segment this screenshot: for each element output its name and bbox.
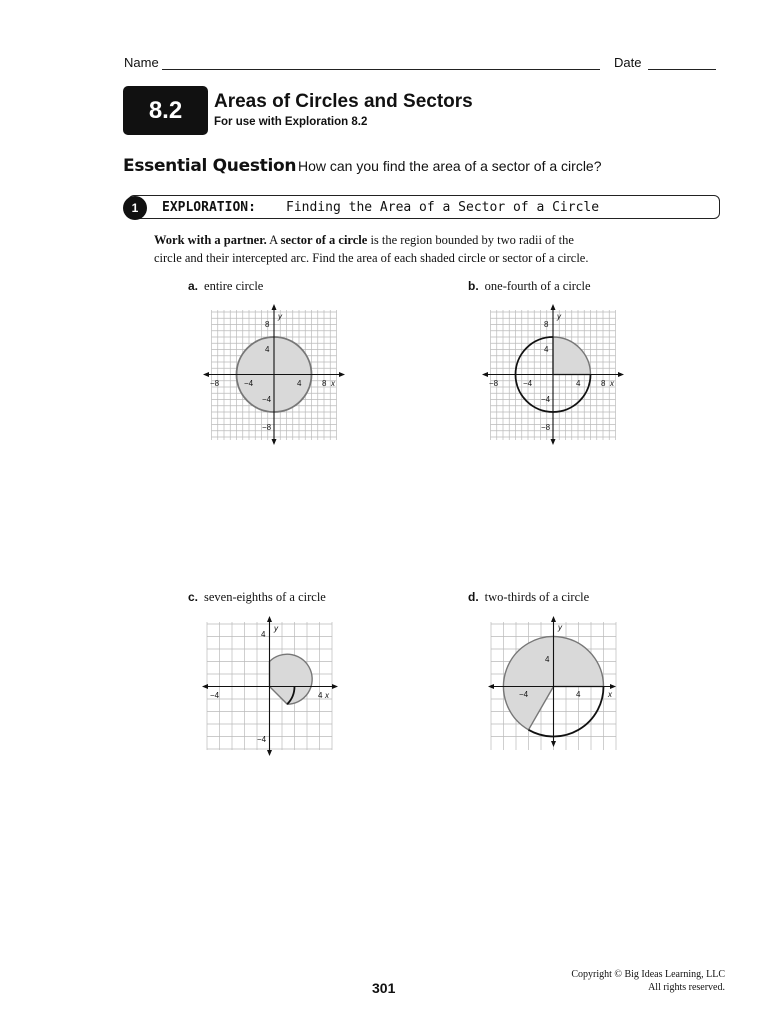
tick-label: −4 bbox=[210, 691, 220, 700]
graph-c-seven-eighths-circle bbox=[200, 614, 340, 759]
tick-label: 8 bbox=[601, 379, 606, 388]
x-axis-label: x bbox=[331, 379, 335, 388]
graph-a-entire-circle bbox=[200, 300, 350, 450]
copyright-line: All rights reserved. bbox=[648, 982, 725, 993]
part-description: two-thirds of a circle bbox=[484, 590, 590, 604]
section-number-badge: 8.2 bbox=[123, 86, 208, 135]
tick-label: 4 bbox=[318, 691, 323, 700]
tick-label: 4 bbox=[265, 345, 270, 354]
lesson-subtitle: For use with Exploration 8.2 bbox=[214, 116, 368, 128]
name-label: Name bbox=[124, 55, 159, 70]
tick-label: 8 bbox=[322, 379, 327, 388]
tick-label: −4 bbox=[541, 395, 551, 404]
page-number: 301 bbox=[372, 980, 396, 996]
instructions-text: is the region bounded by two radii of the bbox=[367, 233, 574, 247]
y-axis-label: y bbox=[274, 624, 278, 633]
copyright-line: Copyright © Big Ideas Learning, LLC bbox=[571, 969, 725, 980]
graph-d-two-thirds-circle bbox=[484, 614, 624, 754]
tick-label: −8 bbox=[489, 379, 499, 388]
tick-label: 4 bbox=[576, 690, 581, 699]
graph-b-quarter-circle bbox=[479, 300, 629, 450]
tick-label: −8 bbox=[262, 423, 272, 432]
y-axis-label: y bbox=[557, 312, 561, 321]
part-a-label bbox=[188, 279, 263, 294]
part-letter: d. bbox=[468, 590, 479, 604]
date-field[interactable] bbox=[648, 69, 716, 70]
y-axis-label: y bbox=[278, 312, 282, 321]
part-letter: a. bbox=[188, 279, 199, 293]
tick-label: −4 bbox=[519, 690, 529, 699]
tick-label: 4 bbox=[576, 379, 581, 388]
copyright-notice bbox=[520, 968, 725, 994]
tick-label: 4 bbox=[544, 345, 549, 354]
y-axis-label: y bbox=[558, 623, 562, 632]
shaded-sector bbox=[553, 337, 591, 375]
x-axis-label: x bbox=[610, 379, 614, 388]
x-axis-label: x bbox=[608, 690, 612, 699]
part-d-label bbox=[468, 590, 589, 605]
tick-label: 4 bbox=[297, 379, 302, 388]
tick-label: 4 bbox=[261, 630, 266, 639]
x-axis-label: x bbox=[325, 691, 329, 700]
instructions-text: circle and their intercepted arc. Find the area of each shaded circle or sector of a circle. bbox=[154, 251, 589, 265]
part-description: one-fourth of a circle bbox=[484, 279, 591, 293]
exploration-instructions bbox=[154, 231, 654, 267]
part-description: entire circle bbox=[204, 279, 264, 293]
tick-label: −8 bbox=[210, 379, 220, 388]
name-field[interactable] bbox=[162, 69, 600, 70]
essential-question-label: Essential Question bbox=[123, 156, 297, 176]
exploration-number-badge: 1 bbox=[123, 196, 147, 220]
tick-label: 8 bbox=[544, 320, 549, 329]
part-letter: b. bbox=[468, 279, 479, 293]
instructions-lead: Work with a partner. bbox=[154, 233, 267, 247]
instructions-text: A bbox=[266, 233, 281, 247]
instructions-term: sector of a circle bbox=[280, 233, 368, 247]
part-letter: c. bbox=[188, 590, 199, 604]
lesson-title: Areas of Circles and Sectors bbox=[214, 91, 473, 112]
tick-label: −4 bbox=[257, 735, 267, 744]
tick-label: 8 bbox=[265, 320, 270, 329]
part-b-label bbox=[468, 279, 591, 294]
tick-label: −4 bbox=[244, 379, 254, 388]
exploration-label: EXPLORATION: bbox=[162, 200, 256, 215]
essential-question-text: How can you find the area of a sector of a circle? bbox=[298, 158, 602, 174]
tick-label: 4 bbox=[545, 655, 550, 664]
part-c-label bbox=[188, 590, 326, 605]
axes bbox=[202, 616, 338, 756]
tick-label: −8 bbox=[541, 423, 551, 432]
tick-label: −4 bbox=[523, 379, 533, 388]
tick-label: −4 bbox=[262, 395, 272, 404]
date-label: Date bbox=[614, 55, 642, 70]
exploration-title: Finding the Area of a Sector of a Circle bbox=[286, 200, 600, 215]
part-description: seven-eighths of a circle bbox=[204, 590, 326, 604]
shaded-sector bbox=[270, 654, 313, 704]
